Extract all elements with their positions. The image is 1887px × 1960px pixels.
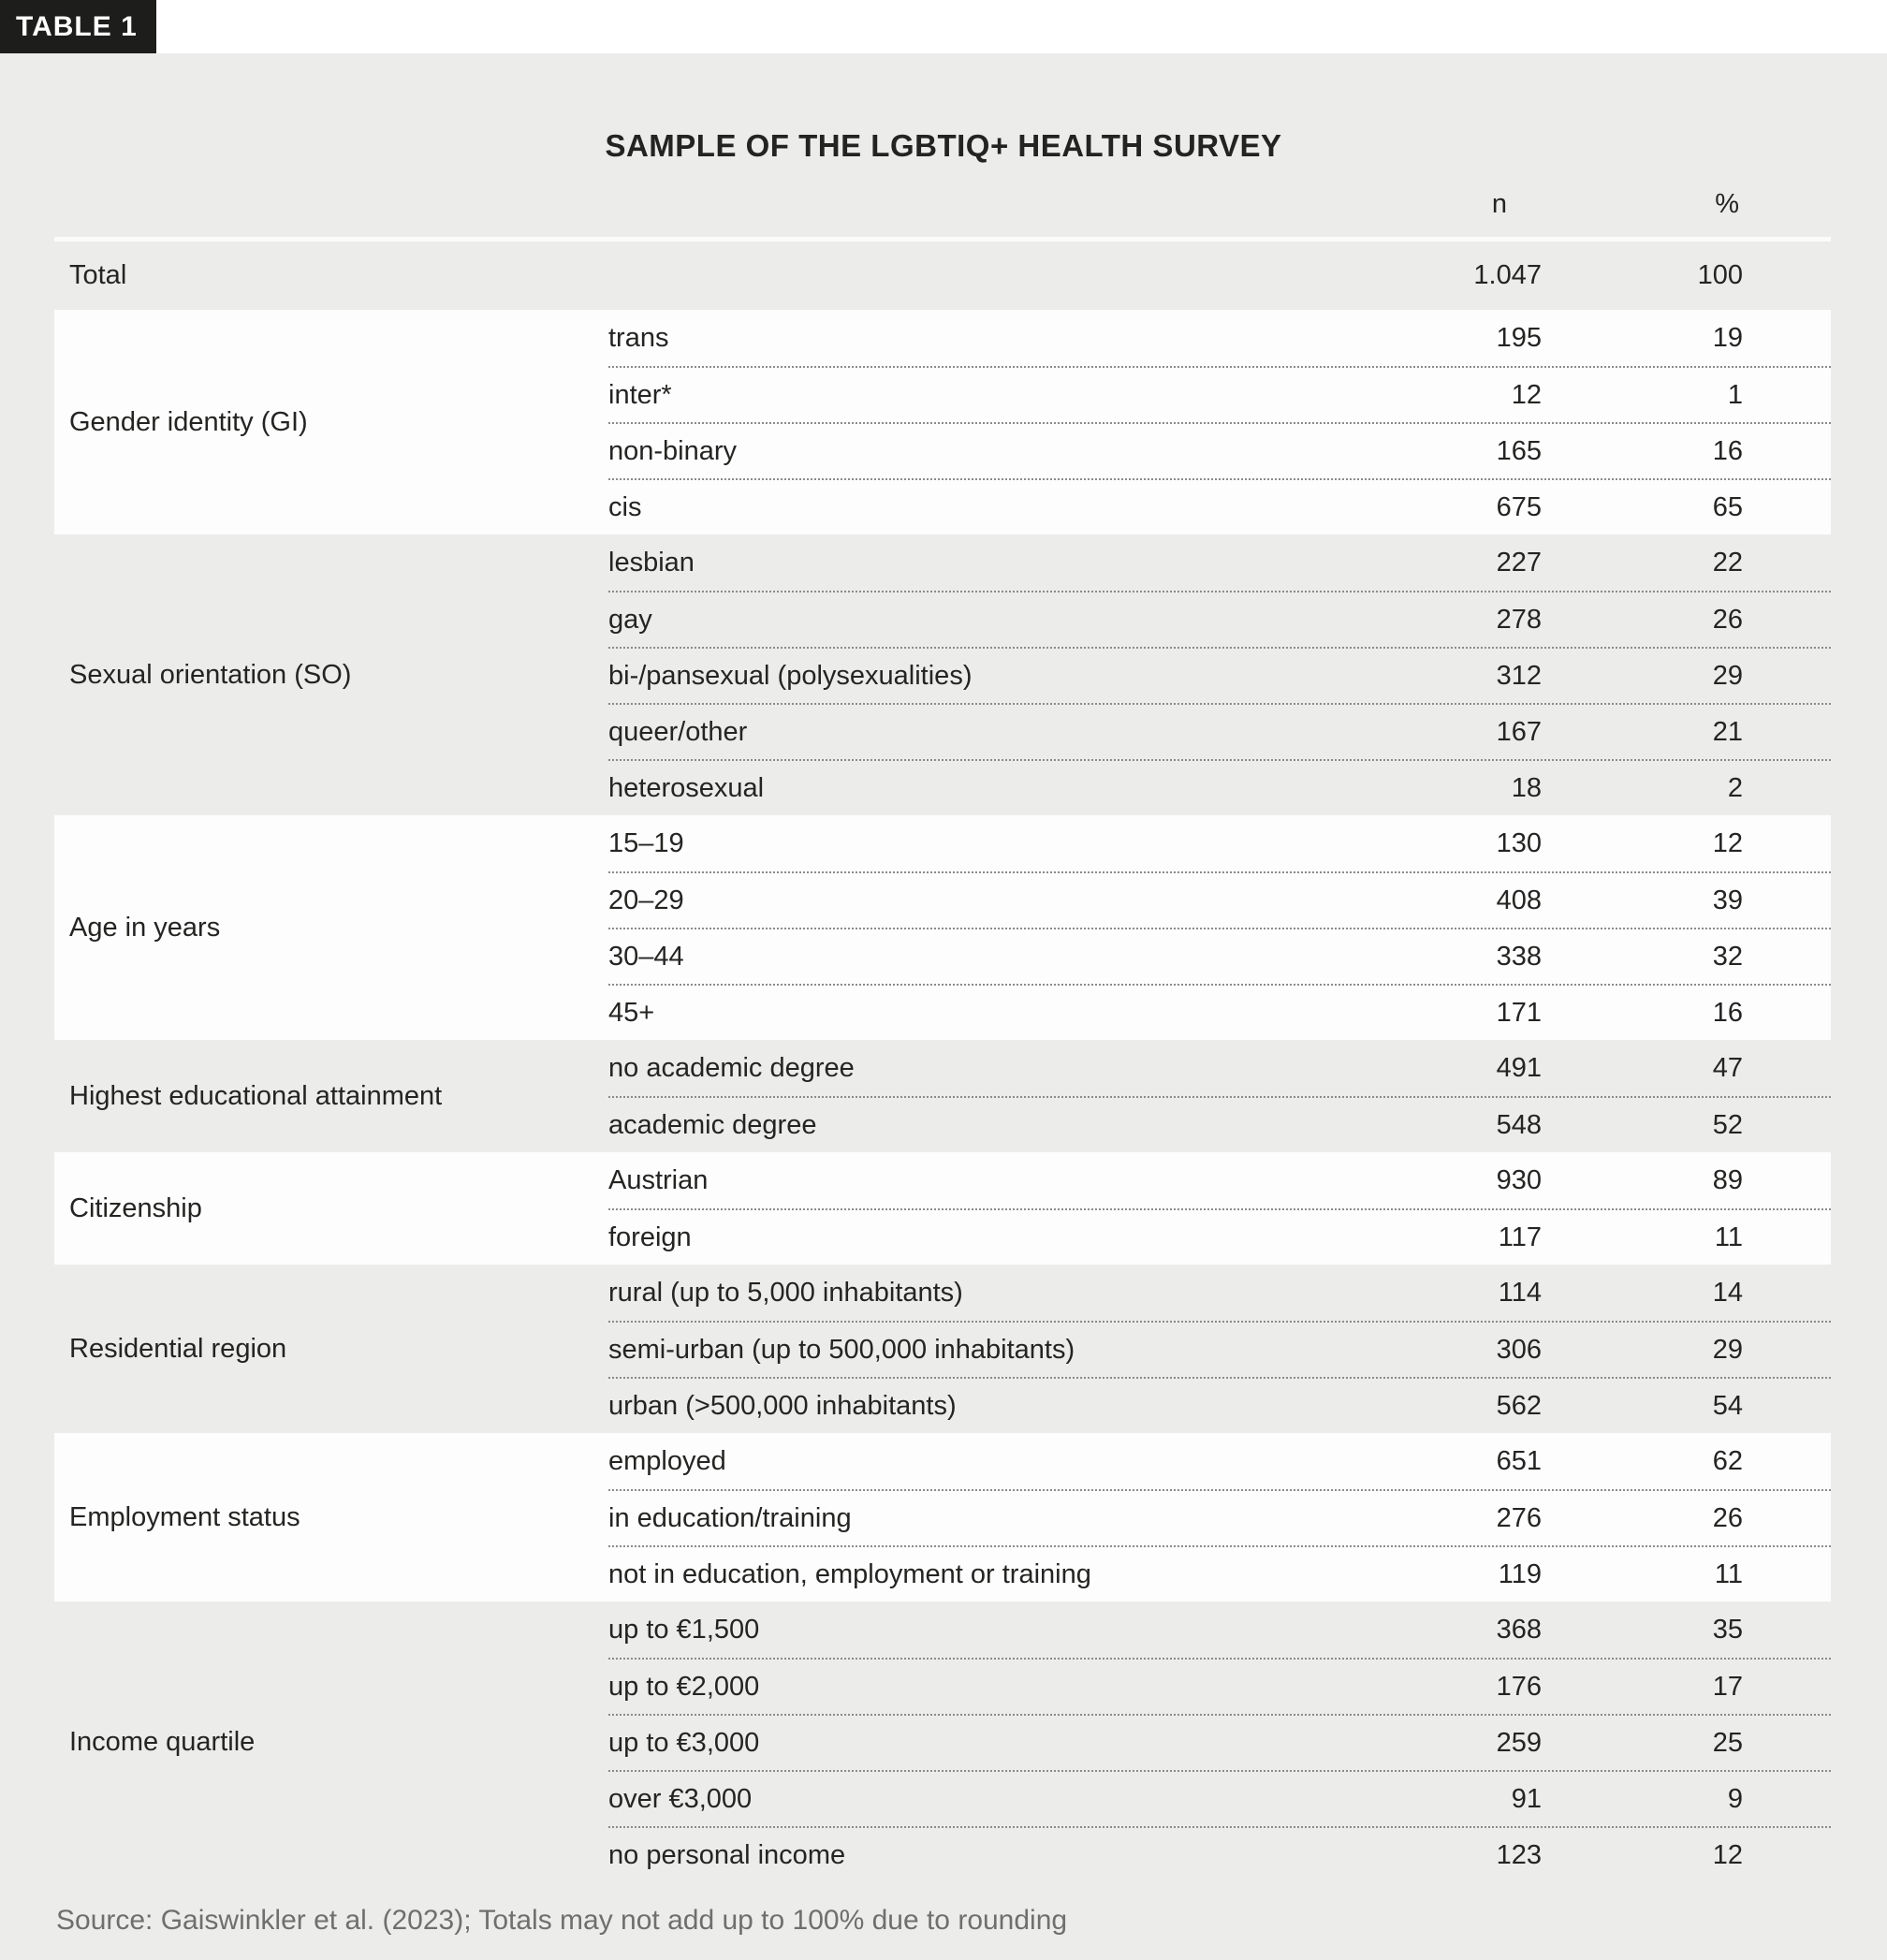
group-age xyxy=(54,815,1831,1040)
total-percent: 100 xyxy=(1697,260,1743,290)
row-n: 123 xyxy=(1496,1839,1542,1870)
row-label: in education/training xyxy=(608,1502,852,1533)
row-label: non-binary xyxy=(608,435,738,466)
data-table xyxy=(54,171,1831,1882)
row-percent: 16 xyxy=(1712,997,1743,1028)
row-percent: 2 xyxy=(1727,772,1743,803)
table-row xyxy=(608,591,1831,647)
total-label: Total xyxy=(69,260,127,290)
table-title: SAMPLE OF THE LGBTIQ+ HEALTH SURVEY xyxy=(605,128,1282,163)
group-label-education: Highest educational attainment xyxy=(69,1080,443,1111)
row-percent: 19 xyxy=(1712,322,1743,353)
row-n: 165 xyxy=(1496,435,1542,466)
row-percent: 26 xyxy=(1712,1502,1743,1533)
row-label: no academic degree xyxy=(608,1052,855,1083)
row-percent: 89 xyxy=(1712,1164,1743,1195)
table-panel xyxy=(0,53,1887,1960)
row-label: academic degree xyxy=(608,1109,817,1140)
row-n: 130 xyxy=(1496,827,1542,858)
row-label: up to €1,500 xyxy=(608,1614,760,1645)
total-n: 1.047 xyxy=(1473,260,1542,290)
row-percent: 29 xyxy=(1712,1334,1743,1365)
group-residential-region xyxy=(54,1265,1831,1433)
group-label-employment-status: Employment status xyxy=(69,1501,300,1532)
row-percent: 17 xyxy=(1712,1671,1743,1702)
row-label: gay xyxy=(608,604,652,635)
table-row xyxy=(608,1321,1831,1377)
row-n: 312 xyxy=(1496,660,1542,691)
group-rows xyxy=(608,1433,1831,1602)
group-citizenship xyxy=(54,1152,1831,1265)
row-label: 30–44 xyxy=(608,941,684,972)
row-n: 18 xyxy=(1511,772,1542,803)
row-n: 171 xyxy=(1496,997,1542,1028)
group-label-gender-identity: Gender identity (GI) xyxy=(69,406,308,437)
row-n: 491 xyxy=(1496,1052,1542,1083)
row-n: 338 xyxy=(1496,941,1542,972)
row-n: 675 xyxy=(1496,491,1542,522)
row-percent: 47 xyxy=(1712,1052,1743,1083)
group-gender-identity xyxy=(54,310,1831,534)
row-percent: 62 xyxy=(1712,1445,1743,1476)
table-row xyxy=(608,1040,1831,1096)
table-row xyxy=(608,478,1831,534)
table-row xyxy=(608,647,1831,703)
group-label-age: Age in years xyxy=(69,912,221,943)
row-n: 119 xyxy=(1498,1558,1542,1589)
group-employment-status xyxy=(54,1433,1831,1602)
row-n: 368 xyxy=(1496,1614,1542,1645)
source-note: Source: Gaiswinkler et al. (2023); Totals may not add up to 100% due to rounding xyxy=(56,1905,1068,1936)
table-row xyxy=(608,815,1831,871)
table-row xyxy=(608,1152,1831,1208)
table-row xyxy=(608,1489,1831,1545)
row-n: 117 xyxy=(1498,1221,1542,1252)
group-income-quartile xyxy=(54,1602,1831,1882)
row-percent: 16 xyxy=(1712,435,1743,466)
group-education xyxy=(54,1040,1831,1152)
row-percent: 32 xyxy=(1712,941,1743,972)
row-label: not in education, employment or training xyxy=(608,1558,1091,1589)
row-label: 15–19 xyxy=(608,827,684,858)
table-row xyxy=(608,759,1831,815)
table-row xyxy=(608,1208,1831,1265)
row-label: up to €2,000 xyxy=(608,1671,760,1702)
table-number-label: TABLE 1 xyxy=(16,10,138,42)
row-n: 276 xyxy=(1496,1502,1542,1533)
row-percent: 54 xyxy=(1712,1390,1743,1421)
row-percent: 25 xyxy=(1712,1727,1743,1758)
table-row xyxy=(608,1714,1831,1770)
table-row xyxy=(608,1602,1831,1658)
row-label: Austrian xyxy=(608,1164,709,1195)
row-percent: 12 xyxy=(1712,1839,1743,1870)
row-n: 195 xyxy=(1496,322,1542,353)
column-header-n: n xyxy=(1491,188,1507,219)
row-percent: 14 xyxy=(1712,1277,1743,1308)
row-label: employed xyxy=(608,1445,726,1476)
row-percent: 11 xyxy=(1714,1221,1743,1252)
row-percent: 29 xyxy=(1712,660,1743,691)
row-label: foreign xyxy=(608,1221,692,1252)
group-label-sexual-orientation: Sexual orientation (SO) xyxy=(69,659,352,690)
row-label: rural (up to 5,000 inhabitants) xyxy=(608,1277,963,1308)
row-n: 278 xyxy=(1496,604,1542,635)
column-header-percent: % xyxy=(1715,188,1739,219)
row-percent: 1 xyxy=(1727,379,1743,410)
table-row xyxy=(608,534,1831,591)
table-row xyxy=(608,871,1831,928)
table-row xyxy=(608,1658,1831,1714)
table-row xyxy=(608,1545,1831,1602)
table-row xyxy=(608,422,1831,478)
row-percent: 11 xyxy=(1714,1558,1743,1589)
group-rows xyxy=(608,310,1831,534)
group-label-residential-region: Residential region xyxy=(69,1333,287,1364)
table-row xyxy=(608,928,1831,984)
row-n: 408 xyxy=(1496,885,1542,915)
row-n: 114 xyxy=(1498,1277,1542,1308)
table-row xyxy=(608,1265,1831,1321)
row-label: heterosexual xyxy=(608,772,765,803)
row-label: queer/other xyxy=(608,716,748,747)
group-label-citizenship: Citizenship xyxy=(69,1192,202,1223)
row-percent: 9 xyxy=(1727,1783,1743,1814)
group-sexual-orientation xyxy=(54,534,1831,815)
row-label: cis xyxy=(608,491,642,522)
group-rows xyxy=(608,815,1831,1040)
group-rows xyxy=(608,1040,1831,1152)
row-label: semi-urban (up to 500,000 inhabitants) xyxy=(608,1334,1075,1365)
row-label: up to €3,000 xyxy=(608,1727,760,1758)
row-label: 45+ xyxy=(608,997,655,1028)
row-label: over €3,000 xyxy=(608,1783,753,1814)
row-n: 91 xyxy=(1511,1783,1542,1814)
row-label: urban (>500,000 inhabitants) xyxy=(608,1390,957,1421)
row-n: 176 xyxy=(1496,1671,1542,1702)
row-label: bi-/pansexual (polysexualities) xyxy=(608,660,973,691)
table-row xyxy=(608,703,1831,759)
group-rows xyxy=(608,534,1831,815)
table-row xyxy=(608,1433,1831,1489)
row-n: 548 xyxy=(1496,1109,1542,1140)
row-n: 651 xyxy=(1496,1445,1542,1476)
table-row xyxy=(608,310,1831,366)
row-n: 306 xyxy=(1496,1334,1542,1365)
row-label: trans xyxy=(608,322,669,353)
table-row xyxy=(608,1096,1831,1152)
table-row xyxy=(608,1826,1831,1882)
total-row xyxy=(54,241,1831,310)
row-percent: 52 xyxy=(1712,1109,1743,1140)
table-row xyxy=(608,984,1831,1040)
row-label: inter* xyxy=(608,379,672,410)
row-n: 930 xyxy=(1496,1164,1542,1195)
row-percent: 26 xyxy=(1712,604,1743,635)
group-label-income-quartile: Income quartile xyxy=(69,1726,256,1757)
group-rows xyxy=(608,1602,1831,1882)
row-label: no personal income xyxy=(608,1839,846,1870)
row-percent: 35 xyxy=(1712,1614,1743,1645)
group-rows xyxy=(608,1152,1831,1265)
row-label: lesbian xyxy=(608,547,695,578)
row-percent: 39 xyxy=(1712,885,1743,915)
table-row xyxy=(608,1770,1831,1826)
row-percent: 21 xyxy=(1712,716,1743,747)
row-n: 562 xyxy=(1496,1390,1542,1421)
row-n: 259 xyxy=(1496,1727,1542,1758)
row-percent: 22 xyxy=(1712,547,1743,578)
row-n: 167 xyxy=(1496,716,1542,747)
group-rows xyxy=(608,1265,1831,1433)
row-percent: 12 xyxy=(1712,827,1743,858)
row-label: 20–29 xyxy=(608,885,684,915)
row-n: 227 xyxy=(1496,547,1542,578)
row-n: 12 xyxy=(1511,379,1542,410)
table-number-tag xyxy=(0,0,156,53)
table-row xyxy=(608,1377,1831,1433)
column-header-row xyxy=(54,171,1831,237)
row-percent: 65 xyxy=(1712,491,1743,522)
table-row xyxy=(608,366,1831,422)
